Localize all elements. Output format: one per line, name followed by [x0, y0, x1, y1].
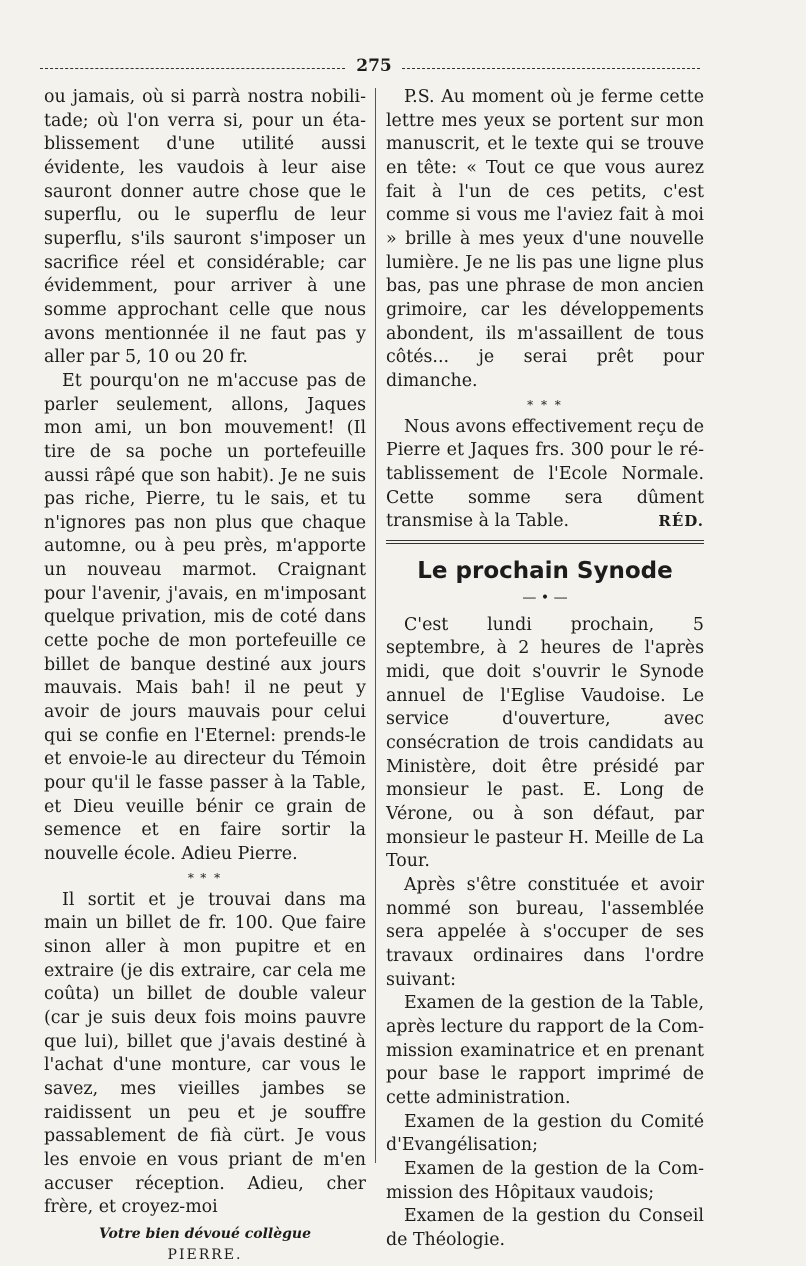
column-divider	[375, 88, 376, 1163]
agenda-item: Examen de la gestion de la Table, après lecture du rapport de la Commission examinatrice et en prenant pour base le rapport imprimé de cette administration.	[386, 993, 704, 1108]
synod-paragraph-1: C'est lundi prochain, 5 septembre, à 2 heures de l'après midi, que doit s'ouvrir le Synode annuel de l'Eglise Vaudoise. Le service d'ouverture, avec consécration de trois candidats au Ministère, doit être présidé par monsieur le past. E. Long de Vérone, ou à son défaut, par monsieur le pasteur H. Meille de La Tour.	[386, 614, 704, 872]
section-rule	[386, 540, 704, 544]
section-title: Le prochain Synode	[417, 557, 673, 584]
section-stars-right: * * *	[527, 397, 563, 412]
left-paragraph-2: Et pourqu'on ne m'accuse pas de parler seulement, allons, Jaques mon ami, un bon mouvement! (Il tire de sa poche un portefeuille aussi râpé que son habit). Je ne suis pas riche, Pierre, tu le sais, et tu n'ignores pas non plus que chaque automne, ou à peu près, m'apporte un nouveau marmot. Craignant pour l'avenir, j'avais, en m'imposant quelque privation, mis de coté dans cette poche de mon portefeuille ce billet de banque destiné aux jours mauvais. Mais bah! il ne peut y avoir de jours mauvais pour celui qui se confie en l'Eternel: prends-le et envoie-le au directeur du Témoin pour qu'il le fasse passer à la Table, et Dieu veuille bénir ce grain de semence et en faire sortir la nouvelle école. Adieu Pierre.	[44, 370, 366, 864]
right-column	[386, 86, 704, 1253]
agenda-item: Examen de la gestion du Conseil de Théologie.	[386, 1206, 704, 1250]
section-stars: * * *	[187, 870, 223, 885]
header-rule-left	[40, 68, 345, 69]
editor-signature: RÉD.	[658, 512, 704, 531]
signature-name: PIERRE.	[167, 1246, 243, 1263]
header-rule-right	[402, 68, 700, 69]
postscript: P.S. Au moment où je ferme cette lettre mes yeux se portent sur mon manuscrit, et le texte qui se trouve en tête: « Tout ce que vous aurez fait à l'un de ces petits, c'est comme si vous me l'aviez fait à moi » brille à mes yeux d'une nouvelle lumière. Je ne lis pas une ligne plus bas, pas une phrase de mon ancien grimoire, car les développements abondent, ils m'assaillent de tous côtés... je serai prêt pour dimanche.	[386, 87, 704, 391]
left-paragraph-3: Il sortit et je trouvai dans ma main un billet de fr. 100. Que faire sinon aller à mon pupitre et en extraire (je dis extraire, car cela me coûta) un billet de double valeur (car je suis deux fois moins pauvre que lui), billet que j'avais destiné à l'achat d'une monture, car vous le savez, mes vieilles jambes se raidissent un peu et je souffre passablement de fià cürt. Je vous les envoie en vous priant de m'en accuser réception. Adieu, cher frère, et croyez-moi	[44, 889, 366, 1218]
editor-note-text: Nous avons effectivement reçu de Pierre et Jaques frs. 300 pour le rétablissement de l'Ecole Normale. Cette somme sera dûment transmise à la Table.	[386, 416, 704, 532]
editor-note	[386, 416, 704, 534]
synod-paragraph-2: Après s'être constituée et avoir nommé son bureau, l'assemblée sera appelée à s'occuper de ses travaux ordinaires dans l'ordre suivant:	[386, 875, 704, 990]
title-ornament: — • —	[522, 589, 568, 606]
left-paragraph-1: ou jamais, où si parrà nostra nobilitade; où l'on verra si, pour un établissement d'une utilité aussi évidente, les vaudois à leur aise sauront donner autre chose que le superflu, ou le superflu de leur superflu, s'ils sauront s'imposer un sacrifice réel et considérable; car évidemment, pour arriver à une somme approchant celle que nous avons mentionnée il ne faut pas y aller par 5, 10 ou 20 fr.	[44, 87, 366, 368]
agenda-item: Examen de la gestion de la Commission des Hôpitaux vaudois;	[386, 1158, 704, 1203]
signature-line: Votre bien dévoué collègue	[98, 1225, 312, 1242]
page-header	[40, 56, 700, 80]
agenda-item: Examen de la gestion du Comité d'Evangélisation;	[386, 1111, 704, 1156]
left-column	[44, 86, 366, 1266]
page-number: 275	[356, 56, 392, 76]
